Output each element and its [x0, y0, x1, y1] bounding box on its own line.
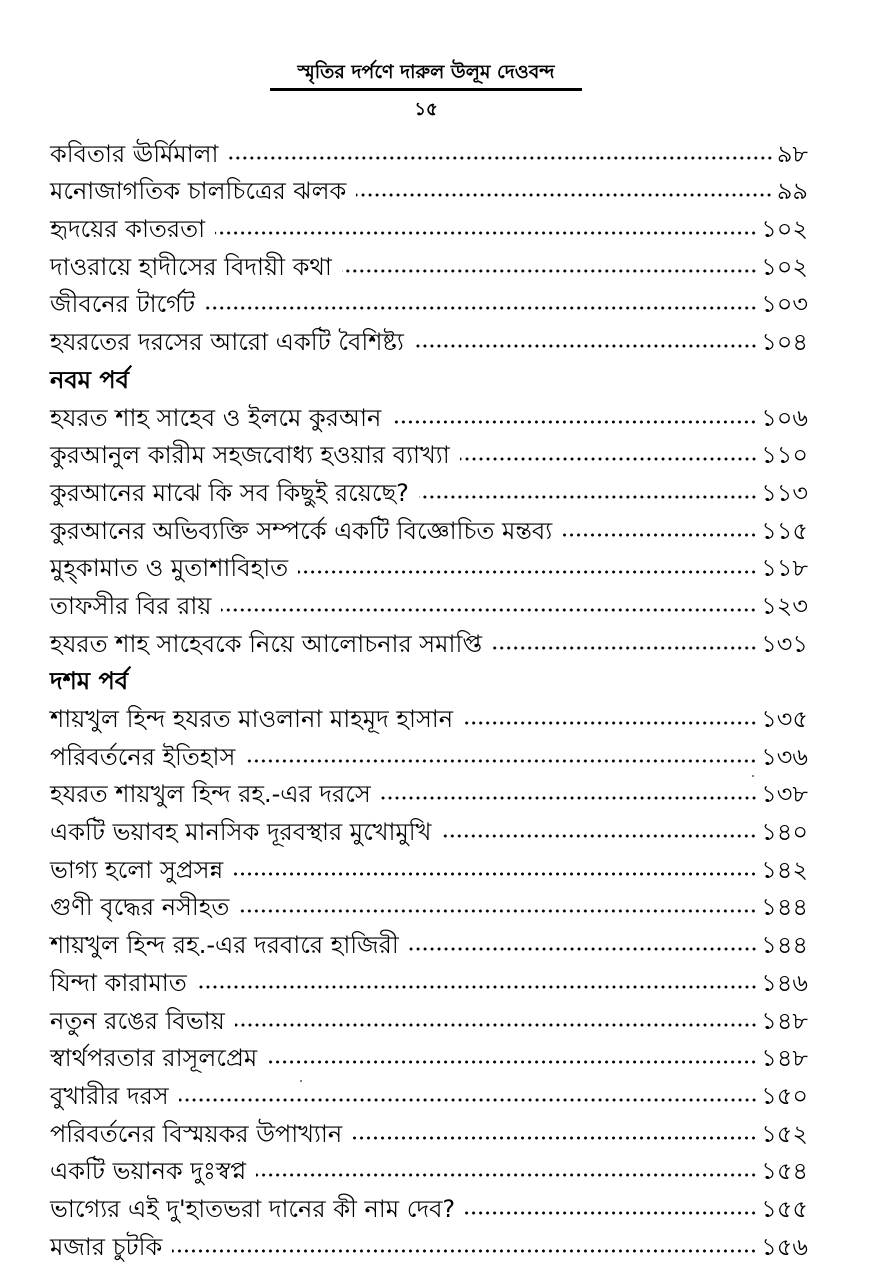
toc-entry — [50, 847, 808, 885]
dot-leader — [562, 532, 757, 538]
dot-leader — [492, 645, 757, 651]
toc-entry-page: ১০৩ — [761, 290, 808, 319]
toc-entry — [50, 244, 808, 282]
toc-entry — [50, 696, 808, 734]
toc-entry-page: ১৫০ — [761, 1081, 808, 1110]
toc-entry-page: ১৪৮ — [761, 1006, 808, 1035]
toc-entry-page: ১৫২ — [761, 1119, 808, 1148]
toc-entry — [50, 583, 808, 621]
scan-speck — [300, 1080, 302, 1082]
dot-leader — [463, 720, 757, 726]
toc-entry-page: ১০৪ — [761, 328, 808, 357]
toc-entry — [50, 734, 808, 772]
toc-entry-title: পরিবর্তনের বিস্ময়কর উপাখ্যান — [50, 1119, 343, 1148]
toc-entry-title: যিন্দা কারামাত — [50, 968, 187, 997]
toc-entry-title: গুণী বৃদ্ধের নসীহত — [50, 893, 230, 922]
toc-entry-title: হযরতের দরসের আরো একটি বৈশিষ্ট্য — [50, 328, 404, 357]
toc-entry-title: একটি ভয়ানক দুঃস্বপ্ন — [50, 1157, 247, 1186]
dot-leader — [197, 984, 757, 990]
toc-entry-title: স্বার্থপরতার রাসূলপ্রেম — [50, 1044, 258, 1073]
toc-entry — [50, 1224, 808, 1262]
dot-leader — [409, 946, 758, 952]
dot-leader — [233, 871, 757, 877]
table-of-contents — [50, 131, 808, 1262]
header-rule — [270, 88, 582, 91]
toc-entry-page: ৯৯ — [776, 177, 808, 206]
toc-entry-page: ১৩১ — [761, 629, 808, 658]
toc-entry-title: কুরআনুল কারীম সহজবোধ্য হওয়ার ব্যাখ্যা — [50, 441, 450, 470]
toc-entry — [50, 395, 808, 433]
toc-entry-title: ভাগ্য হলো সুপ্রসন্ন — [50, 855, 224, 884]
toc-entry-title: একটি ভয়াবহ মানসিক দূরবস্থার মুখোমুখি — [50, 818, 432, 847]
toc-entry-page: ১৫৬ — [761, 1232, 808, 1261]
toc-entry — [50, 809, 808, 847]
toc-entry-title: মনোজাগতিক চালচিত্রের ঝলক — [50, 177, 347, 206]
toc-entry-title: কুরআনের অভিব্যক্তি সম্পর্কে একটি বিজ্ঞোচিত মন্তব্য — [50, 516, 553, 545]
toc-entry — [50, 621, 808, 659]
toc-entry-title: দাওরায়ে হাদীসের বিদায়ী কথা — [50, 252, 332, 281]
toc-entry-title: হযরত শায়খুল হিন্দ রহ.-এর দরসে — [50, 780, 371, 809]
page-header — [0, 0, 869, 120]
toc-entry — [50, 1073, 808, 1111]
toc-entry-title: হযরত শাহ সাহেবকে নিয়ে আলোচনার সমাপ্তি — [50, 629, 483, 658]
toc-entry-page: ১২৩ — [761, 591, 808, 620]
toc-section-heading — [50, 659, 808, 697]
toc-entry-page: ১৪৪ — [761, 931, 808, 960]
dot-leader — [356, 192, 773, 198]
dot-leader — [419, 494, 757, 500]
toc-entry — [50, 169, 808, 207]
dot-leader — [342, 268, 757, 274]
toc-entry — [50, 319, 808, 357]
toc-entry-title: ভাগ্যের এই দু'হাতভরা দানের কী নাম দেব? — [50, 1194, 456, 1223]
toc-entry-page: ৯৮ — [776, 139, 808, 168]
toc-entry-title: পরিবর্তনের ইতিহাস — [50, 742, 236, 771]
toc-entry — [50, 470, 808, 508]
toc-entry — [50, 885, 808, 923]
toc-entry — [50, 1036, 808, 1074]
dot-leader — [239, 908, 757, 914]
page-number: ১৫ — [414, 99, 438, 120]
dot-leader — [221, 607, 757, 613]
toc-entry-page: ১৩৮ — [761, 780, 808, 809]
dot-leader — [179, 1097, 758, 1103]
dot-leader — [245, 758, 757, 764]
toc-entry — [50, 1149, 808, 1187]
toc-entry — [50, 206, 808, 244]
toc-entry — [50, 282, 808, 320]
toc-section-heading — [50, 357, 808, 395]
toc-entry-page: ১১৮ — [761, 554, 808, 583]
toc-entry-page: ১৪৪ — [761, 893, 808, 922]
dot-leader — [256, 1172, 757, 1178]
dot-leader — [352, 1135, 757, 1141]
toc-entry-page: ১৪৬ — [761, 968, 808, 997]
toc-entry-page: ১৪২ — [761, 855, 808, 884]
dot-leader — [381, 795, 758, 801]
toc-entry — [50, 546, 808, 584]
toc-entry-page: ১১০ — [761, 441, 808, 470]
toc-entry — [50, 1186, 808, 1224]
toc-entry-title: কবিতার ঊর্মিমালা — [50, 139, 219, 168]
toc-entry — [50, 772, 808, 810]
dot-leader — [215, 230, 757, 236]
running-title: স্মৃতির দর্পণে দারুল উলূম দেওবন্দ — [297, 61, 555, 83]
toc-entry-title: শায়খুল হিন্দ রহ.-এর দরবারে হাজিরী — [50, 931, 399, 960]
toc-entry-page: ১৩৬ — [761, 742, 808, 771]
toc-entry-page: ১৪০ — [761, 818, 808, 847]
toc-entry-title: জীবনের টার্গেট — [50, 290, 195, 319]
toc-entry — [50, 1111, 808, 1149]
toc-entry-page: ১৫৫ — [761, 1194, 808, 1223]
dot-leader — [414, 343, 757, 349]
dot-leader — [460, 456, 758, 462]
toc-entry-page: ১১৩ — [761, 478, 808, 507]
toc-entry-page: ১৪৮ — [761, 1044, 808, 1073]
toc-entry-title: দশম পর্ব — [50, 667, 129, 696]
toc-entry-title: হৃদয়ের কাতরতা — [50, 215, 206, 244]
dot-leader — [298, 569, 757, 575]
toc-entry — [50, 960, 808, 998]
toc-entry-page: ১০২ — [761, 252, 808, 281]
dot-leader — [391, 419, 757, 425]
dot-leader — [267, 1059, 757, 1065]
toc-entry-title: মুহ্কামাত ও মুতাশাবিহাত — [50, 554, 289, 583]
toc-entry-page: ১০৬ — [761, 403, 808, 432]
dot-leader — [441, 833, 757, 839]
toc-entry — [50, 998, 808, 1036]
dot-leader — [235, 1022, 757, 1028]
toc-entry-title: শায়খুল হিন্দ হযরত মাওলানা মাহমূদ হাসান — [50, 705, 454, 733]
toc-entry — [50, 508, 808, 546]
toc-entry-title: তাফসীর বির রায় — [50, 591, 212, 620]
toc-entry-title: কুরআনের মাঝে কি সব কিছুই রয়েছে? — [50, 478, 409, 507]
dot-leader — [172, 1248, 757, 1254]
toc-entry — [50, 922, 808, 960]
toc-entry-page: ১১৫ — [761, 516, 808, 545]
dot-leader — [465, 1210, 757, 1216]
toc-entry-title: হযরত শাহ সাহেব ও ইলমে কুরআন — [50, 403, 382, 432]
toc-entry — [50, 433, 808, 471]
toc-entry-title: বুখারীর দরস — [50, 1081, 169, 1110]
toc-entry-page: ১৩৫ — [761, 705, 808, 733]
toc-entry-title: মজার চুটকি — [50, 1232, 163, 1261]
dot-leader — [205, 305, 757, 311]
toc-entry — [50, 131, 808, 169]
toc-entry-title: নতুন রঙের বিভায় — [50, 1006, 225, 1035]
toc-entry-page: ১৫৪ — [761, 1157, 808, 1186]
toc-entry-page: ১০২ — [761, 215, 808, 244]
dot-leader — [229, 155, 773, 161]
toc-entry-title: নবম পর্ব — [50, 365, 130, 394]
scan-speck — [752, 775, 754, 777]
